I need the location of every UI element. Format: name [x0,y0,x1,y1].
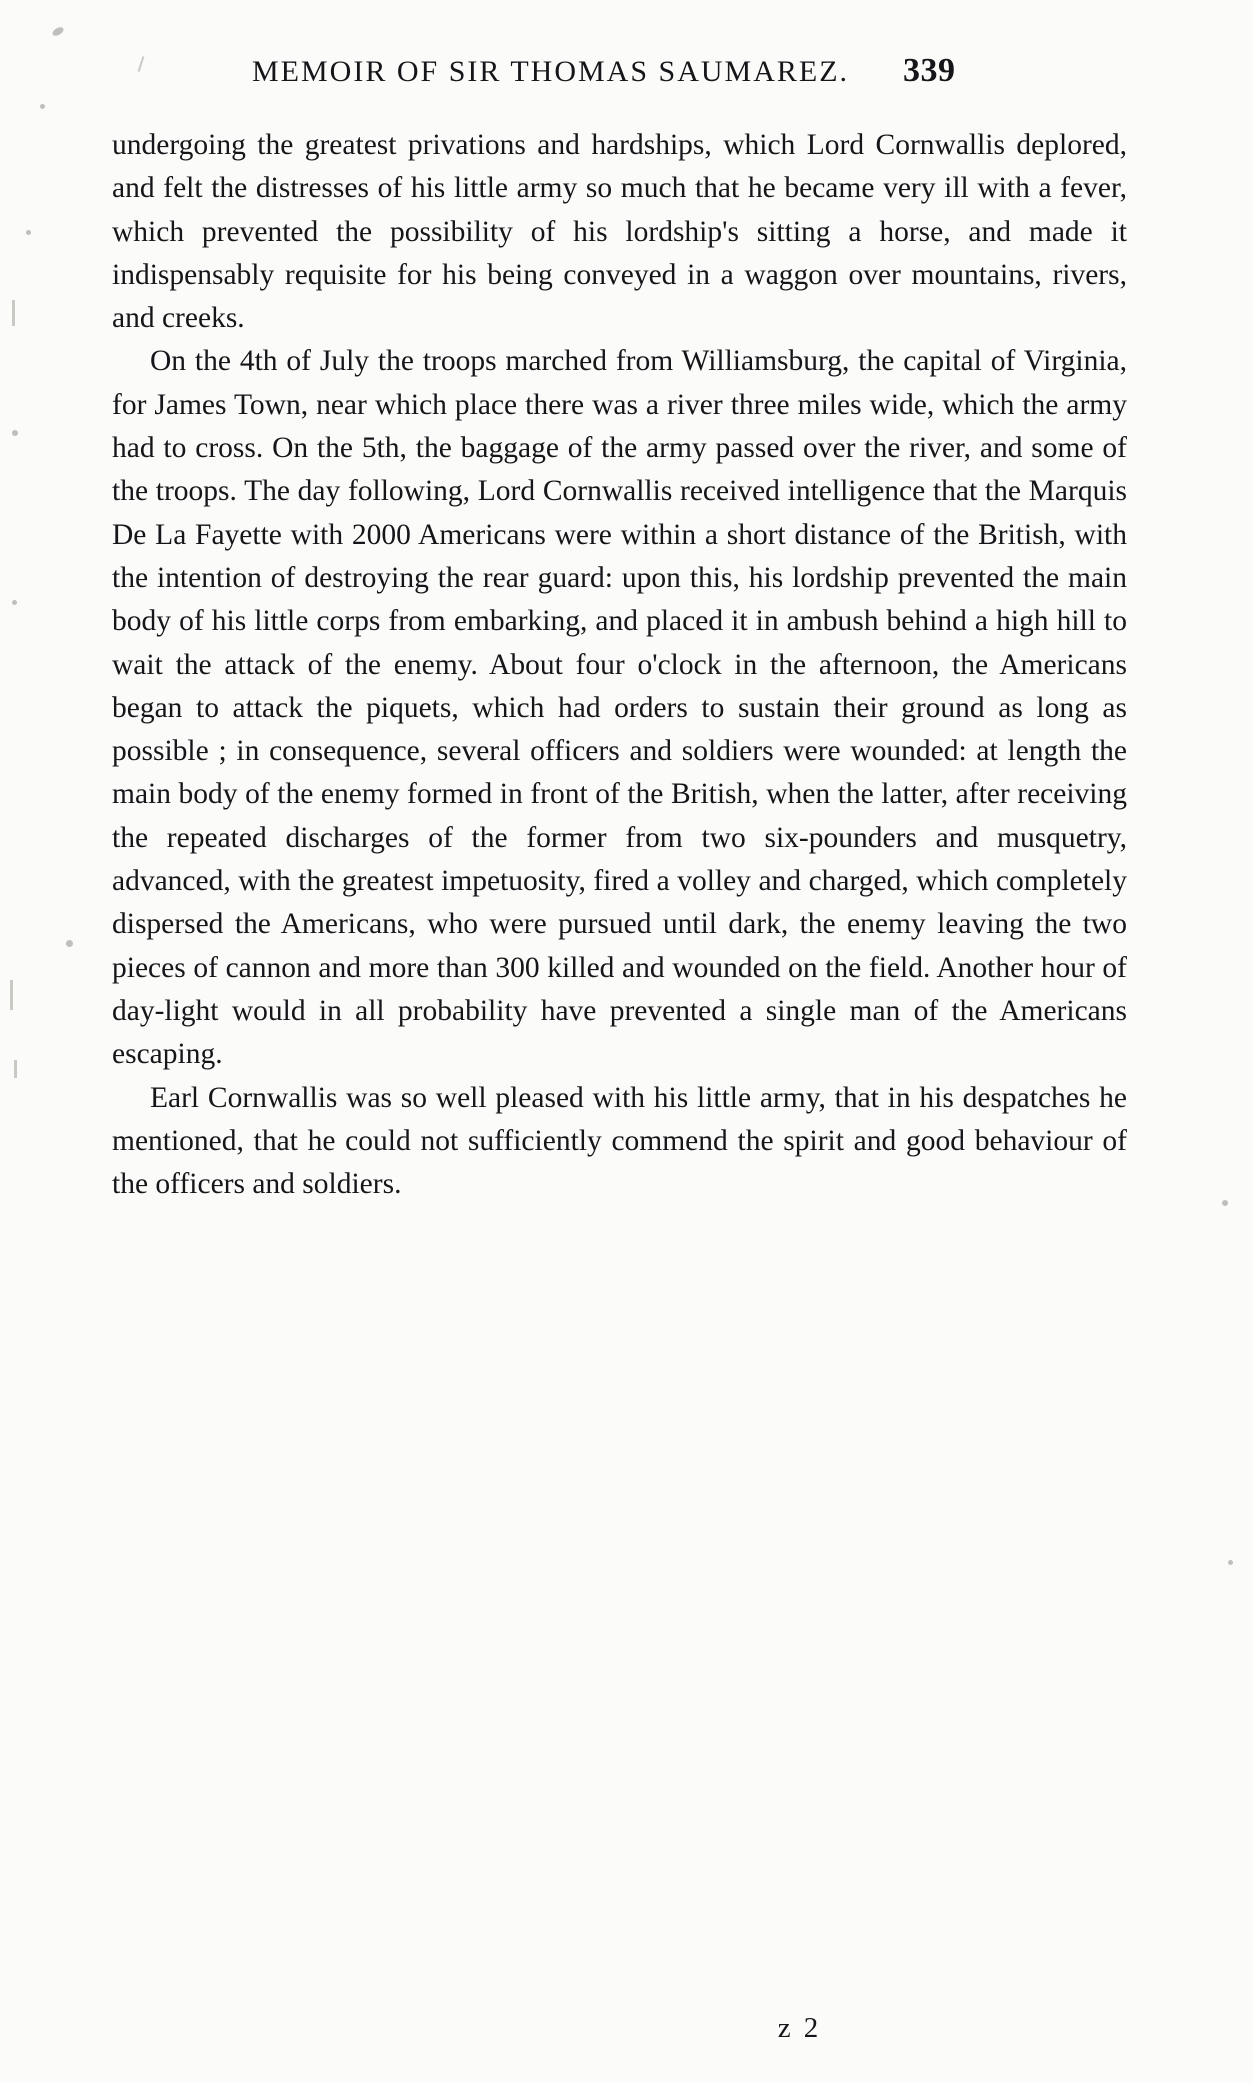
signature-mark: z 2 [777,2012,822,2044]
paper-speck [10,980,13,1010]
paper-speck [1228,1560,1233,1565]
paragraph: undergoing the greatest privations and hardships, which Lord Cornwallis deplored, and felt the distresses of his little army so much that he became very ill with a fever, which prevented the possibility of his lordship's sitting a horse, and made it indispensably requisite for his being conveyed in a waggon over mountains, rivers, and creeks. [112,129,1127,335]
body-text [112,124,1127,1206]
page-number: 339 [903,52,956,89]
paper-speck [12,430,18,436]
paper-speck [51,25,65,37]
page-content [112,52,1187,2044]
paper-speck [14,1060,17,1078]
paragraph: On the 4th of July the troops marched from Williamsburg, the capital of Virginia, for James Town, near which place there was a river three miles wide, which the army had to cross. On the 5th, the baggage of the army passed over the river, and some of the troops. The day following, Lord Cornwallis received intelligence that the Marquis De La Fayette with 2000 Americans were within a short distance of the British, with the intention of destroying the rear guard: upon this, his lordship prevented the main body of his little corps from embarking, and placed it in ambush behind a high hill to wait the attack of the enemy. About four o'clock in the afternoon, the Americans began to attack the piquets, which had orders to sustain their ground as long as possible ; in consequence, several officers and soldiers were wounded: at length the main body of the enemy formed in front of the British, when the latter, after receiving the repeated discharges of the former from two six-pounders and musquetry, advanced, with the greatest impetuosity, fired a volley and charged, which completely dispersed the Americans, who were pursued until dark, the enemy leaving the two pieces of cannon and more than 300 killed and wounded on the field. Another hour of day-light would in all probability have prevented a single man of the Americans escaping. [112,345,1127,1071]
paper-speck [26,230,31,235]
running-head [112,52,1187,90]
paper-speck [12,600,17,605]
paper-speck [66,940,73,947]
paper-speck [12,300,15,326]
paper-speck [1222,1200,1228,1206]
paragraph: Earl Cornwallis was so well pleased with his little army, that in his despatches he mentioned, that he could not sufficiently commend the spirit and good behaviour of the officers and soldiers. [112,1081,1127,1201]
page-title: MEMOIR OF SIR THOMAS SAUMAREZ. [252,55,850,88]
paper-speck [40,104,45,109]
